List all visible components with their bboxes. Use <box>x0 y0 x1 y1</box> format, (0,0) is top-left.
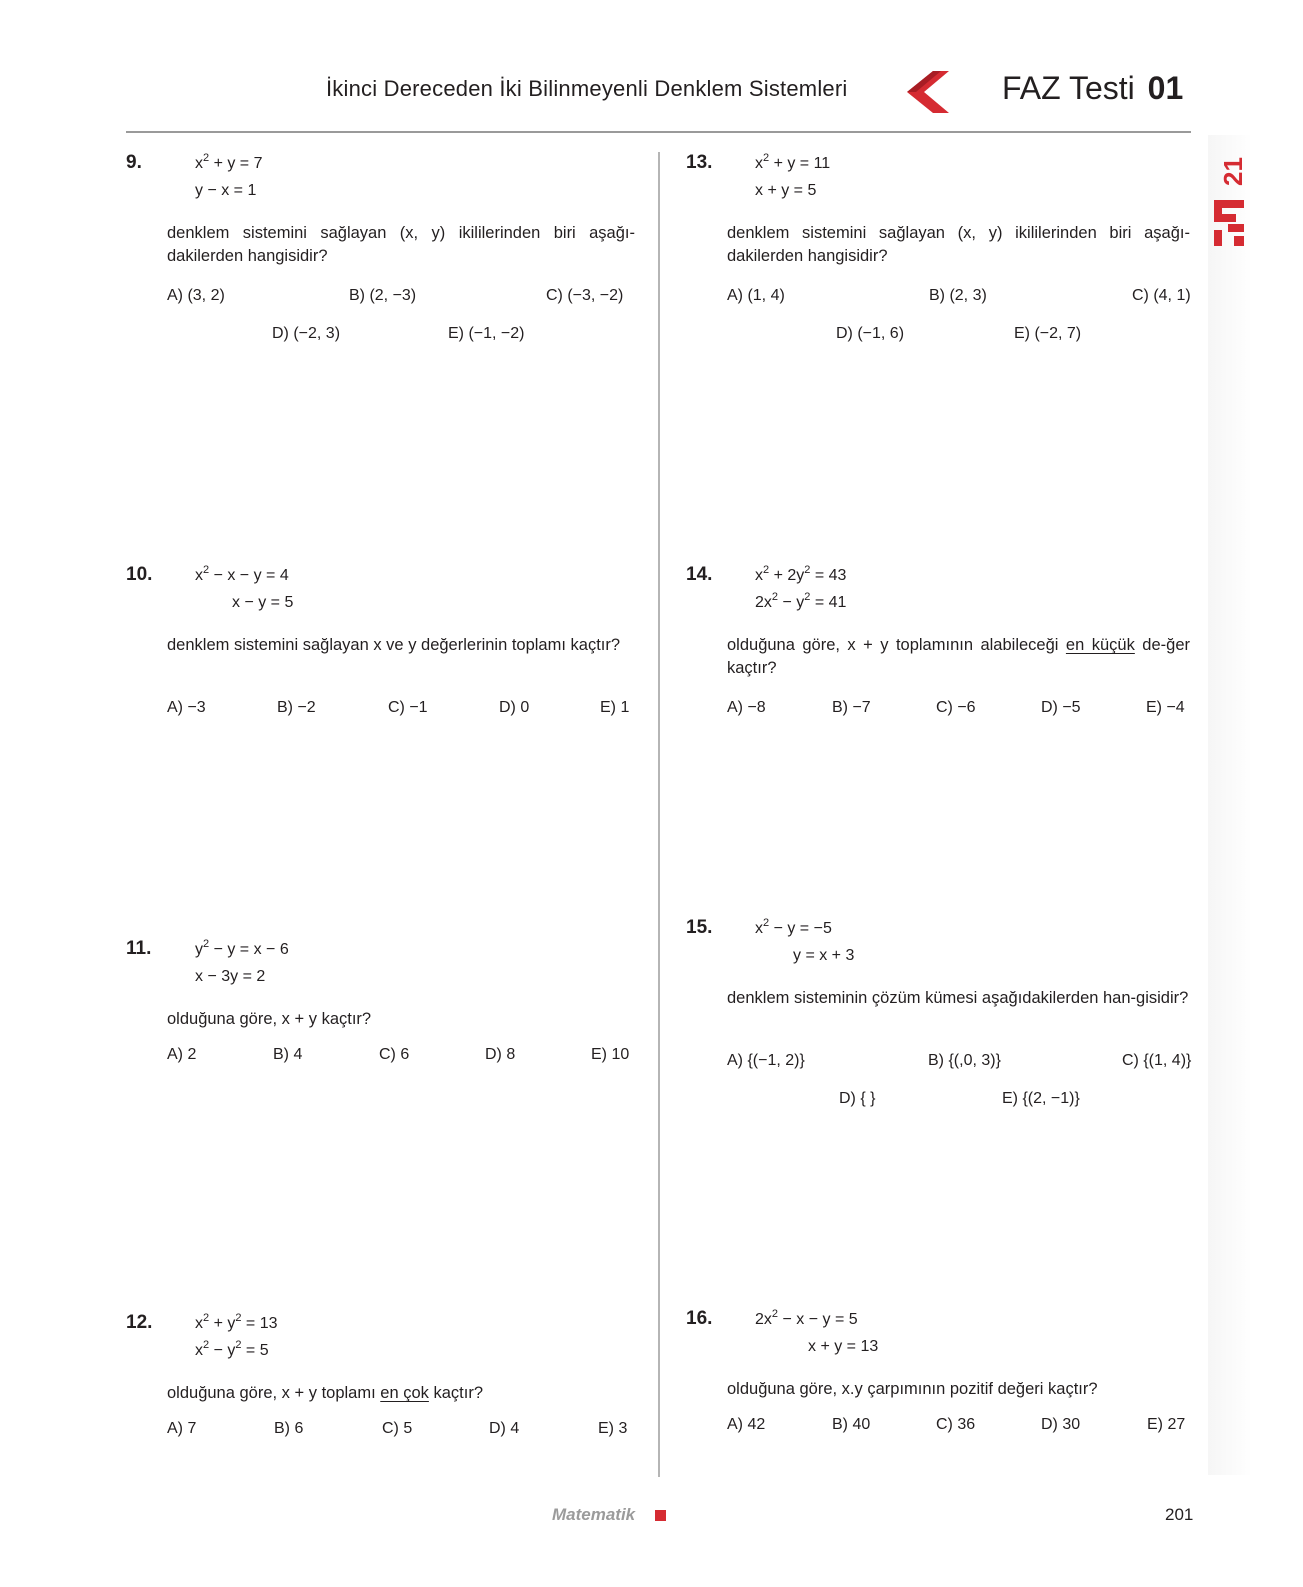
option-d[interactable]: D) −5 <box>1041 699 1081 716</box>
question-16 <box>686 1308 1191 1468</box>
option-a[interactable]: A) (3, 2) <box>167 287 225 304</box>
option-a[interactable]: A) {(−1, 2)} <box>727 1052 805 1069</box>
option-d[interactable]: D) 4 <box>489 1420 520 1437</box>
option-d[interactable]: D) 0 <box>499 699 530 716</box>
option-b[interactable]: B) −7 <box>832 699 871 716</box>
option-c[interactable]: C) {(1, 4)} <box>1122 1052 1192 1069</box>
option-a[interactable]: A) (1, 4) <box>727 287 785 304</box>
option-d[interactable]: D) 8 <box>485 1046 516 1063</box>
equation-2: x − 3y = 2 <box>195 968 266 985</box>
equation-1: $2x^2 - x - y = 5$ <box>755 1308 858 1328</box>
question-stem: denklem sistemini sağlayan x ve y değerlerinin toplamı kaçtır? <box>167 636 621 654</box>
option-c[interactable]: C) (4, 1) <box>1132 287 1191 304</box>
question-15 <box>686 917 1191 1107</box>
page-number: 201 <box>1165 1505 1194 1524</box>
option-a[interactable]: A) −3 <box>167 699 206 716</box>
option-e[interactable]: E) 3 <box>598 1420 628 1437</box>
question-stem: olduğuna göre, x + y toplamı en çok kaçtır? <box>167 1384 483 1402</box>
option-e[interactable]: E) 1 <box>600 699 630 716</box>
section-title: İkinci Dereceden İki Bilinmeyenli Denklem Sistemleri <box>326 76 848 101</box>
option-c[interactable]: C) −6 <box>936 699 976 716</box>
option-b[interactable]: B) (2, 3) <box>929 287 987 304</box>
chevron-left-icon <box>905 69 951 115</box>
question-number: 12. <box>126 1312 153 1333</box>
equation-2: y = x + 3 <box>793 947 855 964</box>
question-number: 15. <box>686 917 713 938</box>
equation-1: $x^2 + y = 11$ <box>755 152 831 172</box>
option-d[interactable]: D) (−1, 6) <box>836 325 905 342</box>
option-e[interactable]: E) (−2, 7) <box>1014 325 1082 342</box>
option-c[interactable]: C) (−3, −2) <box>546 287 624 304</box>
question-number: 13. <box>686 152 713 173</box>
option-c[interactable]: C) −1 <box>388 699 428 716</box>
question-number: 11. <box>126 938 152 959</box>
emphasis-underline: en küçük <box>1065 636 1135 654</box>
question-14 <box>686 564 1191 724</box>
question-stem: denklem sistemini sağlayan (x, y) ikililerinden biri aşağı-dakilerden hangisidir? <box>167 224 635 265</box>
test-title: FAZ Testi 01 <box>1002 70 1184 106</box>
equation-2: $2x^2 - y^2 = 41$ <box>755 591 847 611</box>
option-b[interactable]: B) −2 <box>277 699 316 716</box>
option-a[interactable]: A) 42 <box>727 1416 766 1433</box>
equation-1: $x^2 - x - y = 4$ <box>195 564 289 584</box>
option-a[interactable]: A) −8 <box>727 699 766 716</box>
option-b[interactable]: B) (2, −3) <box>349 287 417 304</box>
question-stem: olduğuna göre, x + y kaçtır? <box>167 1010 372 1028</box>
option-b[interactable]: B) 40 <box>832 1416 871 1433</box>
equation-1: $x^2 + y = 7$ <box>195 152 263 172</box>
question-number: 14. <box>686 564 713 585</box>
option-e[interactable]: E) −4 <box>1146 699 1185 716</box>
emphasis-underline: en çok <box>380 1384 429 1402</box>
question-number: 16. <box>686 1308 713 1329</box>
question-10 <box>126 564 636 724</box>
question-11 <box>126 938 636 1098</box>
equation-2: x − y = 5 <box>232 594 294 611</box>
side-tab <box>1208 135 1252 1475</box>
equation-2: x + y = 13 <box>808 1338 879 1355</box>
footer-square-icon <box>655 1510 666 1521</box>
option-d[interactable]: D) (−2, 3) <box>272 325 341 342</box>
option-e[interactable]: E) {(2, −1)} <box>1002 1090 1080 1107</box>
option-e[interactable]: E) (−1, −2) <box>448 325 525 342</box>
question-stem: olduğuna göre, x.y çarpımının pozitif değeri kaçtır? <box>727 1380 1098 1398</box>
footer-subject: Matematik <box>552 1505 636 1524</box>
question-13 <box>686 152 1191 352</box>
option-a[interactable]: A) 7 <box>167 1420 197 1437</box>
side-tab-number: 21 <box>1218 157 1248 187</box>
option-d[interactable]: D) { } <box>839 1090 876 1107</box>
faz-logo-icon <box>1214 200 1244 246</box>
question-stem: denklem sisteminin çözüm kümesi aşağıdakilerden han-gisidir? <box>727 989 1189 1007</box>
question-number: 10. <box>126 564 153 585</box>
option-e[interactable]: E) 27 <box>1147 1416 1186 1433</box>
equation-1: $y^2 - y = x - 6$ <box>195 938 289 958</box>
equation-2: y − x = 1 <box>195 182 257 199</box>
equation-1: $x^2 + 2y^2 = 43$ <box>755 564 847 584</box>
option-a[interactable]: A) 2 <box>167 1046 197 1063</box>
option-b[interactable]: B) {(,0, 3)} <box>928 1052 1001 1069</box>
equation-2: x + y = 5 <box>755 182 817 199</box>
option-b[interactable]: B) 4 <box>273 1046 303 1063</box>
question-stem: olduğuna göre, x + y toplamının alabileceği en küçük de-ğer kaçtır? <box>727 636 1190 677</box>
equation-1: $x^2 + y^2 = 13$ <box>195 1312 278 1332</box>
option-d[interactable]: D) 30 <box>1041 1416 1081 1433</box>
equation-1: $x^2 - y = -5$ <box>755 917 832 937</box>
question-number: 9. <box>126 152 142 173</box>
option-c[interactable]: C) 36 <box>936 1416 976 1433</box>
equation-2: $x^2 - y^2 = 5$ <box>195 1339 269 1359</box>
option-e[interactable]: E) 10 <box>591 1046 630 1063</box>
column-divider <box>658 152 660 1477</box>
question-stem: denklem sistemini sağlayan (x, y) ikililerinden biri aşağı-dakilerden hangisidir? <box>727 224 1190 265</box>
option-b[interactable]: B) 6 <box>274 1420 304 1437</box>
question-12 <box>126 1312 636 1472</box>
header-divider <box>126 131 1191 133</box>
option-c[interactable]: C) 5 <box>382 1420 413 1437</box>
question-9 <box>126 152 636 352</box>
option-c[interactable]: C) 6 <box>379 1046 410 1063</box>
